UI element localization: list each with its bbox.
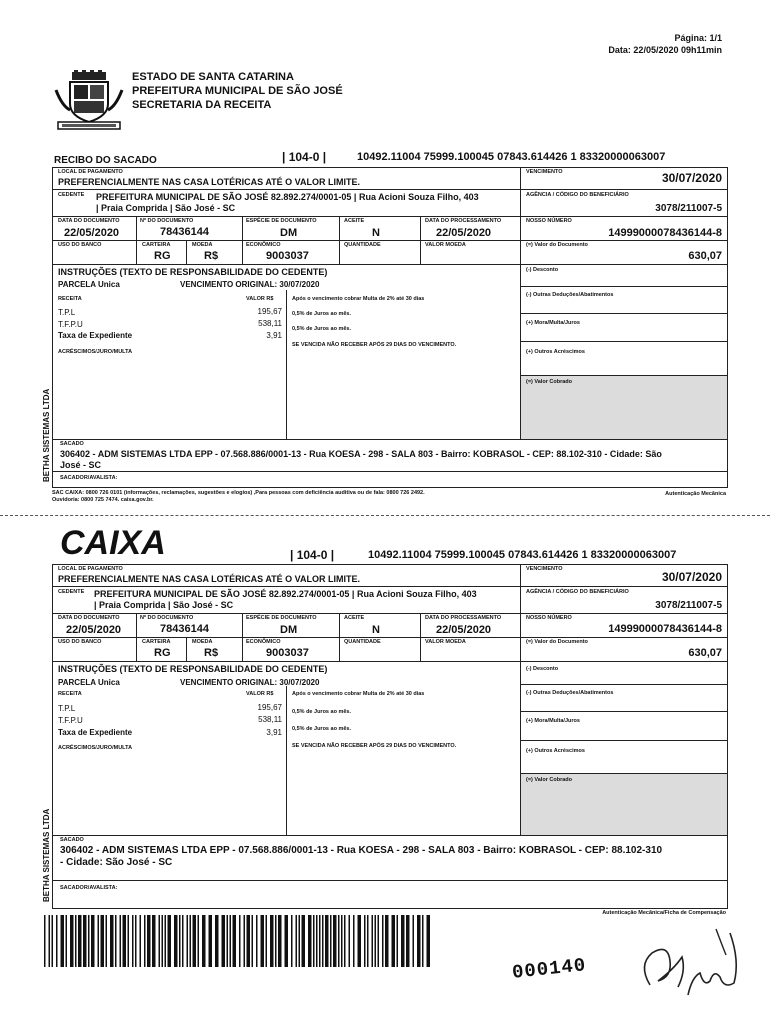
item-value: 3,91 bbox=[266, 331, 282, 340]
barcode-bar bbox=[91, 915, 95, 967]
sacado-line-1: 306402 - ADM SISTEMAS LTDA EPP - 07.568.886/0001-13 - Rua KOESA - 298 - SALA 803 - Bairro: KOBRASOL - CEP: 88.102-310 bbox=[60, 845, 663, 856]
header-state: ESTADO DE SANTA CATARINA bbox=[132, 71, 294, 83]
vencimento-original: VENCIMENTO ORIGINAL: 30/07/2020 bbox=[180, 280, 320, 289]
page-number: Página: 1/1 bbox=[674, 33, 722, 43]
label-sacador: SACADOR/AVALISTA: bbox=[60, 475, 118, 481]
label-data-documento: DATA DO DOCUMENTO bbox=[58, 218, 120, 224]
bank-code-2: | 104-0 | bbox=[290, 548, 335, 562]
barcode-bar bbox=[406, 915, 410, 967]
barcode-bar bbox=[193, 915, 197, 967]
aceite-value: N bbox=[372, 227, 380, 239]
barcode-bar bbox=[427, 915, 431, 967]
barcode-bar bbox=[299, 915, 301, 967]
barcode-bar bbox=[49, 915, 51, 967]
sacado-line-2: José - SC bbox=[60, 460, 102, 470]
barcode-bar bbox=[378, 915, 380, 967]
cedente-value-1: PREFEITURA MUNICIPAL DE SÃO JOSÉ 82.892.274/0001-05 | Rua Acioni Souza Filho, 403 bbox=[96, 192, 479, 202]
barcode-bar bbox=[239, 915, 241, 967]
item-value: 538,11 bbox=[258, 715, 282, 724]
label-mora: (+) Mora/Multa/Juros bbox=[526, 320, 580, 326]
data-processamento-value: 22/05/2020 bbox=[436, 227, 492, 239]
instrucoes-label: INSTRUÇÕES (TEXTO DE RESPONSABILIDADE DO CEDENTE) bbox=[58, 664, 328, 674]
barcode-bar bbox=[313, 915, 315, 967]
label-uso-banco: USO DO BANCO bbox=[58, 242, 102, 248]
instrucao-4: SE VENCIDA NÃO RECEBER APÓS 29 DIAS DO VENCIMENTO. bbox=[292, 743, 457, 749]
barcode-bar bbox=[190, 915, 192, 967]
num-documento-value: 78436144 bbox=[160, 623, 209, 635]
barcode-bar bbox=[270, 915, 274, 967]
label-outros-acrescimos: (+) Outros Acréscimos bbox=[526, 349, 585, 355]
barcode-bar bbox=[266, 915, 268, 967]
barcode-bar bbox=[275, 915, 277, 967]
barcode-bar bbox=[325, 915, 329, 967]
barcode-bar bbox=[333, 915, 337, 967]
data-documento-value: 22/05/2020 bbox=[64, 227, 120, 239]
instrucao-1: Após o vencimento cobrar Multa de 2% até 30 dias bbox=[292, 296, 425, 302]
receita-label: RECEITA bbox=[58, 296, 82, 302]
nosso-numero-value: 14999000078436144-8 bbox=[608, 227, 722, 239]
barcode-bar bbox=[78, 915, 82, 967]
label-data-documento: DATA DO DOCUMENTO bbox=[58, 615, 120, 621]
barcode-bar bbox=[256, 915, 258, 967]
item-value: 3,91 bbox=[266, 728, 282, 737]
moeda-value: R$ bbox=[204, 647, 219, 659]
betha-vertical-label: BETHA SISTEMAS LTDA bbox=[42, 808, 51, 902]
item-name: T.F.P.U bbox=[58, 320, 83, 329]
barcode-bar bbox=[135, 915, 137, 967]
autenticacao-ficha-label: Autenticação Mecânica/Ficha de Compensação bbox=[602, 910, 726, 916]
barcode-bar bbox=[52, 915, 54, 967]
barcode-bar bbox=[247, 915, 251, 967]
label-moeda: MOEDA bbox=[192, 242, 213, 248]
sacado-line-2: - Cidade: São José - SC bbox=[60, 857, 173, 868]
barcode-bar bbox=[162, 915, 164, 967]
barcode-bar bbox=[417, 915, 421, 967]
label-carteira: CARTEIRA bbox=[142, 639, 171, 645]
barcode-bar bbox=[222, 915, 226, 967]
label-num-documento: Nº DO DOCUMENTO bbox=[140, 615, 194, 621]
label-valor-documento: (=) Valor do Documento bbox=[526, 242, 588, 248]
barcode-bar bbox=[61, 915, 65, 967]
item-name: T.P.L bbox=[58, 308, 76, 317]
data-documento-value: 22/05/2020 bbox=[66, 624, 122, 636]
label-agencia: AGÊNCIA / CÓDIGO DO BENEFICIÁRIO bbox=[526, 192, 629, 198]
label-sacado: SACADO bbox=[60, 441, 84, 447]
barcode-bar bbox=[308, 915, 312, 967]
label-aceite: ACEITE bbox=[344, 615, 365, 621]
label-agencia: AGÊNCIA / CÓDIGO DO BENEFICIÁRIO bbox=[526, 589, 629, 595]
barcode-bar bbox=[372, 915, 374, 967]
barcode-bar bbox=[322, 915, 324, 967]
moeda-value: R$ bbox=[204, 250, 219, 262]
barcode-bar bbox=[367, 915, 369, 967]
barcode-bar bbox=[302, 915, 306, 967]
barcode-bar bbox=[174, 915, 178, 967]
num-documento-value: 78436144 bbox=[160, 226, 209, 238]
local-pagamento-value: PREFERENCIALMENTE NAS CASA LOTÉRICAS ATÉ O VALOR LIMITE. bbox=[58, 177, 361, 187]
valor-documento-value: 630,07 bbox=[688, 647, 722, 659]
label-valor-cobrado: (=) Valor Cobrado bbox=[526, 777, 572, 783]
barcode-bar bbox=[385, 915, 389, 967]
barcode-bar bbox=[144, 915, 146, 967]
barcode-bar bbox=[179, 915, 181, 967]
barcode-bar bbox=[140, 915, 142, 967]
item-value: 538,11 bbox=[258, 319, 282, 328]
label-desconto: (-) Desconto bbox=[526, 666, 559, 672]
parcela: PARCELA Unica bbox=[58, 678, 120, 687]
barcode-bar bbox=[252, 915, 254, 967]
label-quantidade: QUANTIDADE bbox=[344, 242, 381, 248]
instrucoes-label: INSTRUÇÕES (TEXTO DE RESPONSABILIDADE DO CEDENTE) bbox=[58, 267, 328, 277]
economico-value: 9003037 bbox=[266, 250, 309, 262]
label-valor-cobrado: (=) Valor Cobrado bbox=[526, 379, 572, 385]
label-outros-acrescimos: (+) Outros Acréscimos bbox=[526, 748, 585, 754]
barcode-bar bbox=[56, 915, 58, 967]
print-date: Data: 22/05/2020 09h11min bbox=[608, 45, 722, 55]
cedente-value-1: PREFEITURA MUNICIPAL DE SÃO JOSÉ 82.892.274/0001-05 | Rua Acioni Souza Filho, 403 bbox=[94, 589, 477, 599]
barcode-bar bbox=[358, 915, 362, 967]
sac-caixa-line-2: Ouvidoria: 0800 725 7474. caixa.gov.br. bbox=[52, 497, 154, 503]
carteira-value: RG bbox=[154, 647, 171, 659]
nosso-numero-value: 14999000078436144-8 bbox=[608, 623, 722, 635]
acrescimos-label: ACRÉSCIMOS/JURO/MULTA bbox=[58, 349, 133, 355]
barcode-bar bbox=[375, 915, 377, 967]
label-data-processamento: DATA DO PROCESSAMENTO bbox=[425, 218, 502, 224]
barcode-bar bbox=[110, 915, 114, 967]
barcode-bar bbox=[278, 915, 282, 967]
aceite-value: N bbox=[372, 624, 380, 636]
barcode-bar bbox=[316, 915, 318, 967]
instrucao-2: 0,5% de Juros ao mês. bbox=[292, 709, 351, 715]
header-prefeitura: PREFEITURA MUNICIPAL DE SÃO JOSÉ bbox=[132, 85, 343, 97]
label-nosso-numero: NOSSO NÚMERO bbox=[526, 615, 572, 621]
handwritten-signature bbox=[630, 925, 750, 1010]
vencimento-value: 30/07/2020 bbox=[661, 570, 722, 584]
cut-line bbox=[0, 515, 770, 516]
instrucao-4: SE VENCIDA NÃO RECEBER APÓS 29 DIAS DO VENCIMENTO. bbox=[292, 342, 457, 348]
barcode-bar bbox=[285, 915, 289, 967]
barcode-bar bbox=[106, 915, 108, 967]
barcode-bar bbox=[165, 915, 167, 967]
sacado-line-1: 306402 - ADM SISTEMAS LTDA EPP - 07.568.886/0001-13 - Rua KOESA - 298 - SALA 803 - Bairro: KOBRASOL - CEP: 88.102-310 - Cidade: São bbox=[60, 449, 662, 459]
barcode-bar bbox=[120, 915, 122, 967]
barcode-bar bbox=[147, 915, 151, 967]
caixa-logo bbox=[60, 526, 210, 563]
label-carteira: CARTEIRA bbox=[142, 242, 171, 248]
digitable-line: 10492.11004 75999.100045 07843.614426 1 83320000063007 bbox=[357, 151, 666, 163]
receita-label: RECEITA bbox=[58, 691, 82, 697]
carteira-value: RG bbox=[154, 250, 171, 262]
barcode-bar bbox=[291, 915, 293, 967]
label-economico: ECONÔMICO bbox=[246, 242, 281, 248]
digitable-line-2: 10492.11004 75999.100045 07843.614426 1 83320000063007 bbox=[368, 549, 677, 561]
barcode-bar bbox=[152, 915, 156, 967]
barcode-bar bbox=[101, 915, 105, 967]
barcode-bar bbox=[382, 915, 384, 967]
label-valor-documento: (=) Valor do Documento bbox=[526, 639, 588, 645]
barcode-bar bbox=[341, 915, 343, 967]
header-secretaria: SECRETARIA DA RECEITA bbox=[132, 99, 272, 111]
barcode-bar bbox=[198, 915, 200, 967]
local-pagamento-value: PREFERENCIALMENTE NAS CASA LOTÉRICAS ATÉ O VALOR LIMITE. bbox=[58, 574, 361, 584]
cedente-value-2: | Praia Comprida | São José - SC bbox=[94, 600, 234, 610]
label-nosso-numero: NOSSO NÚMERO bbox=[526, 218, 572, 224]
label-aceite: ACEITE bbox=[344, 218, 365, 224]
instrucao-3: 0,5% de Juros ao mês. bbox=[292, 326, 351, 332]
barcode-bar bbox=[182, 915, 184, 967]
label-moeda: MOEDA bbox=[192, 639, 213, 645]
bank-code: | 104-0 | bbox=[282, 150, 327, 164]
barcode-bar bbox=[209, 915, 213, 967]
cedente-value-2: | Praia Comprida | São José - SC bbox=[96, 203, 236, 213]
vencimento-original: VENCIMENTO ORIGINAL: 30/07/2020 bbox=[180, 678, 320, 687]
stamp-number: 000140 bbox=[511, 954, 588, 984]
barcode-bar bbox=[66, 915, 68, 967]
label-especie: ESPÉCIE DE DOCUMENTO bbox=[246, 615, 317, 621]
svg-text:CAIXA: CAIXA bbox=[60, 526, 166, 558]
autenticacao-label: Autenticação Mecânica bbox=[665, 491, 726, 497]
label-desconto: (-) Desconto bbox=[526, 267, 559, 273]
label-local-pagamento: LOCAL DE PAGAMENTO bbox=[58, 566, 123, 572]
barcode bbox=[44, 915, 434, 967]
label-sacador: SACADOR/AVALISTA: bbox=[60, 885, 118, 891]
barcode-bar bbox=[353, 915, 355, 967]
barcode-bar bbox=[227, 915, 229, 967]
item-name: T.F.P.U bbox=[58, 716, 83, 725]
betha-vertical-label: BETHA SISTEMAS LTDA bbox=[42, 388, 51, 482]
barcode-bar bbox=[330, 915, 332, 967]
label-num-documento: Nº DO DOCUMENTO bbox=[140, 218, 194, 224]
barcode-bar bbox=[132, 915, 134, 967]
valor-rs-label: VALOR R$ bbox=[246, 296, 274, 302]
barcode-bar bbox=[422, 915, 424, 967]
instrucao-2: 0,5% de Juros ao mês. bbox=[292, 311, 351, 317]
coat-of-arms-logo bbox=[52, 70, 126, 132]
barcode-bar bbox=[75, 915, 77, 967]
label-cedente: CEDENTE bbox=[58, 192, 85, 198]
data-processamento-value: 22/05/2020 bbox=[436, 624, 492, 636]
barcode-bar bbox=[168, 915, 172, 967]
label-uso-banco: USO DO BANCO bbox=[58, 639, 102, 645]
item-name: T.P.L bbox=[58, 704, 76, 713]
barcode-bar bbox=[123, 915, 127, 967]
label-local-pagamento: LOCAL DE PAGAMENTO bbox=[58, 169, 123, 175]
sac-caixa-line-1: SAC CAIXA: 0800 726 0101 (informações, reclamações, sugestões e elogios) ,Para pessoas com deficiência auditiva ou de fala: 0800 726 2492. bbox=[52, 490, 425, 496]
barcode-bar bbox=[344, 915, 346, 967]
recibo-title: RECIBO DO SACADO bbox=[54, 155, 157, 166]
valor-rs-label: VALOR R$ bbox=[246, 691, 274, 697]
instrucao-1: Após o vencimento cobrar Multa de 2% até 30 dias bbox=[292, 691, 425, 697]
barcode-bar bbox=[44, 915, 46, 967]
label-especie: ESPÉCIE DE DOCUMENTO bbox=[246, 218, 317, 224]
barcode-bar bbox=[349, 915, 351, 967]
label-sacado: SACADO bbox=[60, 837, 84, 843]
acrescimos-label: ACRÉSCIMOS/JURO/MULTA bbox=[58, 745, 133, 751]
label-economico: ECONÔMICO bbox=[246, 639, 281, 645]
barcode-bar bbox=[392, 915, 396, 967]
barcode-bar bbox=[338, 915, 340, 967]
item-value: 195,67 bbox=[257, 307, 282, 316]
barcode-bar bbox=[115, 915, 117, 967]
valor-documento-value: 630,07 bbox=[688, 250, 722, 262]
barcode-bar bbox=[83, 915, 87, 967]
barcode-bar bbox=[261, 915, 265, 967]
label-valor-moeda: VALOR MOEDA bbox=[425, 242, 466, 248]
especie-value: DM bbox=[280, 624, 298, 636]
label-quantidade: QUANTIDADE bbox=[344, 639, 381, 645]
label-mora: (+) Mora/Multa/Juros bbox=[526, 718, 580, 724]
barcode-bar bbox=[401, 915, 405, 967]
parcela: PARCELA Unica bbox=[58, 280, 120, 289]
barcode-bar bbox=[215, 915, 219, 967]
barcode-bar bbox=[70, 915, 74, 967]
barcode-bar bbox=[413, 915, 415, 967]
barcode-bar bbox=[397, 915, 399, 967]
barcode-bar bbox=[202, 915, 206, 967]
agencia-value: 3078/211007-5 bbox=[655, 600, 722, 611]
item-name: Taxa de Expediente bbox=[58, 331, 133, 340]
vencimento-value: 30/07/2020 bbox=[661, 171, 722, 185]
barcode-bar bbox=[98, 915, 100, 967]
instrucao-3: 0,5% de Juros ao mês. bbox=[292, 726, 351, 732]
item-name: Taxa de Expediente bbox=[58, 728, 133, 737]
barcode-bar bbox=[230, 915, 232, 967]
barcode-bar bbox=[187, 915, 189, 967]
barcode-bar bbox=[296, 915, 298, 967]
economico-value: 9003037 bbox=[266, 647, 309, 659]
barcode-bar bbox=[364, 915, 366, 967]
label-vencimento: VENCIMENTO bbox=[526, 169, 563, 175]
barcode-bar bbox=[319, 915, 321, 967]
barcode-bar bbox=[128, 915, 130, 967]
label-valor-moeda: VALOR MOEDA bbox=[425, 639, 466, 645]
label-vencimento: VENCIMENTO bbox=[526, 566, 563, 572]
item-value: 195,67 bbox=[257, 703, 282, 712]
especie-value: DM bbox=[280, 227, 298, 239]
barcode-bar bbox=[159, 915, 161, 967]
barcode-bar bbox=[233, 915, 237, 967]
barcode-bar bbox=[88, 915, 90, 967]
barcode-bar bbox=[244, 915, 246, 967]
label-cedente: CEDENTE bbox=[58, 589, 85, 595]
agencia-value: 3078/211007-5 bbox=[655, 203, 722, 214]
label-data-processamento: DATA DO PROCESSAMENTO bbox=[425, 615, 502, 621]
label-outras-deducoes: (-) Outras Deduções/Abatimentos bbox=[526, 690, 614, 696]
label-outras-deducoes: (-) Outras Deduções/Abatimentos bbox=[526, 292, 614, 298]
